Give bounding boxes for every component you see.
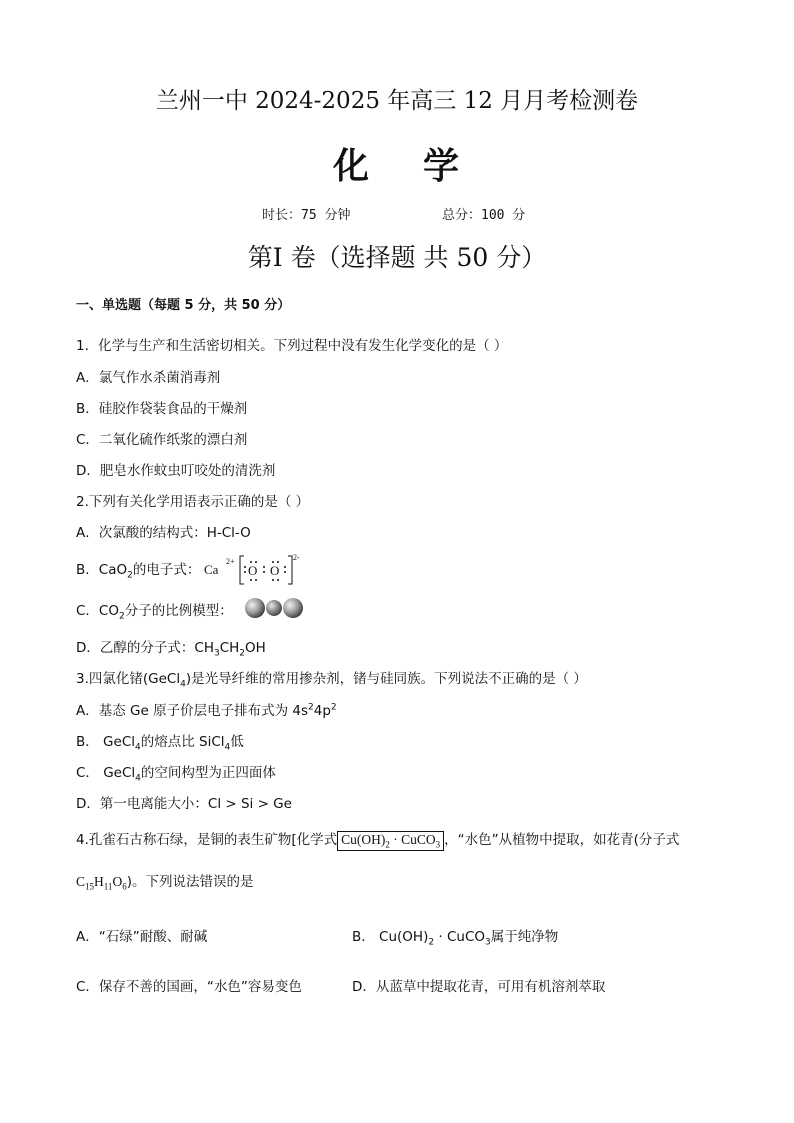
q3-option-d: D．第一电离能大小：Cl > Si > Ge: [76, 796, 292, 812]
q3-option-b: B． GeCl$_4$的熔点比 SiCl$_4$低: [76, 734, 244, 753]
ca-ion-charge: 2+: [226, 557, 235, 566]
exam-total-score: 总分：100 分: [442, 208, 526, 223]
part-heading: 第Ⅰ 卷（选择题 共 50 分）: [247, 243, 547, 272]
exam-duration: 时长：75 分钟: [262, 208, 351, 223]
subject-char-2: 学: [423, 146, 462, 187]
q3-stem: 3.四氯化锗(GeCl$_4$)是光导纤维的常用掺杂剂，锗与硅同族。下列说法不正确的是（ ）: [76, 671, 587, 690]
svg-text:O: O: [270, 563, 280, 578]
q1-option-c: C．二氧化硫作纸浆的漂白剂: [76, 432, 248, 448]
q1-option-b: B．硅胶作袋装食品的干燥剂: [76, 401, 248, 417]
q3-option-a: A．基态 Ge 原子价层电子排布式为 $4s^24p^2$: [76, 702, 337, 719]
q3-option-c: C． GeCl$_4$的空间构型为正四面体: [76, 765, 276, 784]
subject-char-1: 化: [332, 146, 371, 187]
cao2-electron-formula: [204, 552, 304, 588]
q4-option-d: D．从蓝草中提取花青，可用有机溶剂萃取: [352, 979, 606, 995]
q2-option-a: A．次氯酸的结构式：H-Cl-O: [76, 525, 251, 541]
q2-stem: 2.下列有关化学用语表示正确的是（ ）: [76, 494, 310, 510]
q4-stem-line-1: 4.孔雀石古称石绿，是铜的表生矿物[化学式 $Cu(OH)_2$ · CuCO$_3$ ，“水色”从植物中提取，如花青(分子式: [76, 832, 680, 850]
q4-option-b: B． $Cu(OH)_2$ · CuCO$_3$属于纯净物: [352, 929, 559, 948]
q1-option-a: A．氯气作水杀菌消毒剂: [76, 370, 221, 386]
anion-charge: 2-: [293, 553, 300, 562]
section-heading: 一、单选题（每题 5 分，共 50 分）: [76, 298, 291, 313]
q4-stem-line-2: $C_{15}H_{11}O_6$)。下列说法错误的是: [76, 874, 254, 892]
svg-text:O: O: [248, 563, 258, 578]
q4-option-a: A．“石绿”耐酸、耐碱: [76, 929, 208, 945]
co2-space-filling-model: [244, 596, 304, 620]
exam-title: 兰州一中 2024-2025 年高三 12 月月考检测卷: [155, 88, 639, 114]
q1-stem: 1．化学与生产和生活密切相关。下列过程中没有发生化学变化的是（ ）: [76, 338, 508, 354]
q2-option-c: C．$CO_2$分子的比例模型：: [76, 603, 233, 622]
q2-option-b: B．CaO$_2$的电子式：: [76, 562, 201, 581]
ca-ion-label: Ca: [204, 562, 219, 577]
subject-title: [0, 138, 794, 189]
q4-option-c: C．保存不善的国画，“水色”容易变色: [76, 979, 302, 995]
q2-option-d: D．乙醇的分子式：$CH_3CH_2OH$: [76, 640, 266, 659]
q1-option-d: D．肥皂水作蚊虫叮咬处的清洗剂: [76, 463, 276, 479]
malachite-formula: $Cu(OH)_2$ · CuCO$_3$: [337, 831, 444, 851]
